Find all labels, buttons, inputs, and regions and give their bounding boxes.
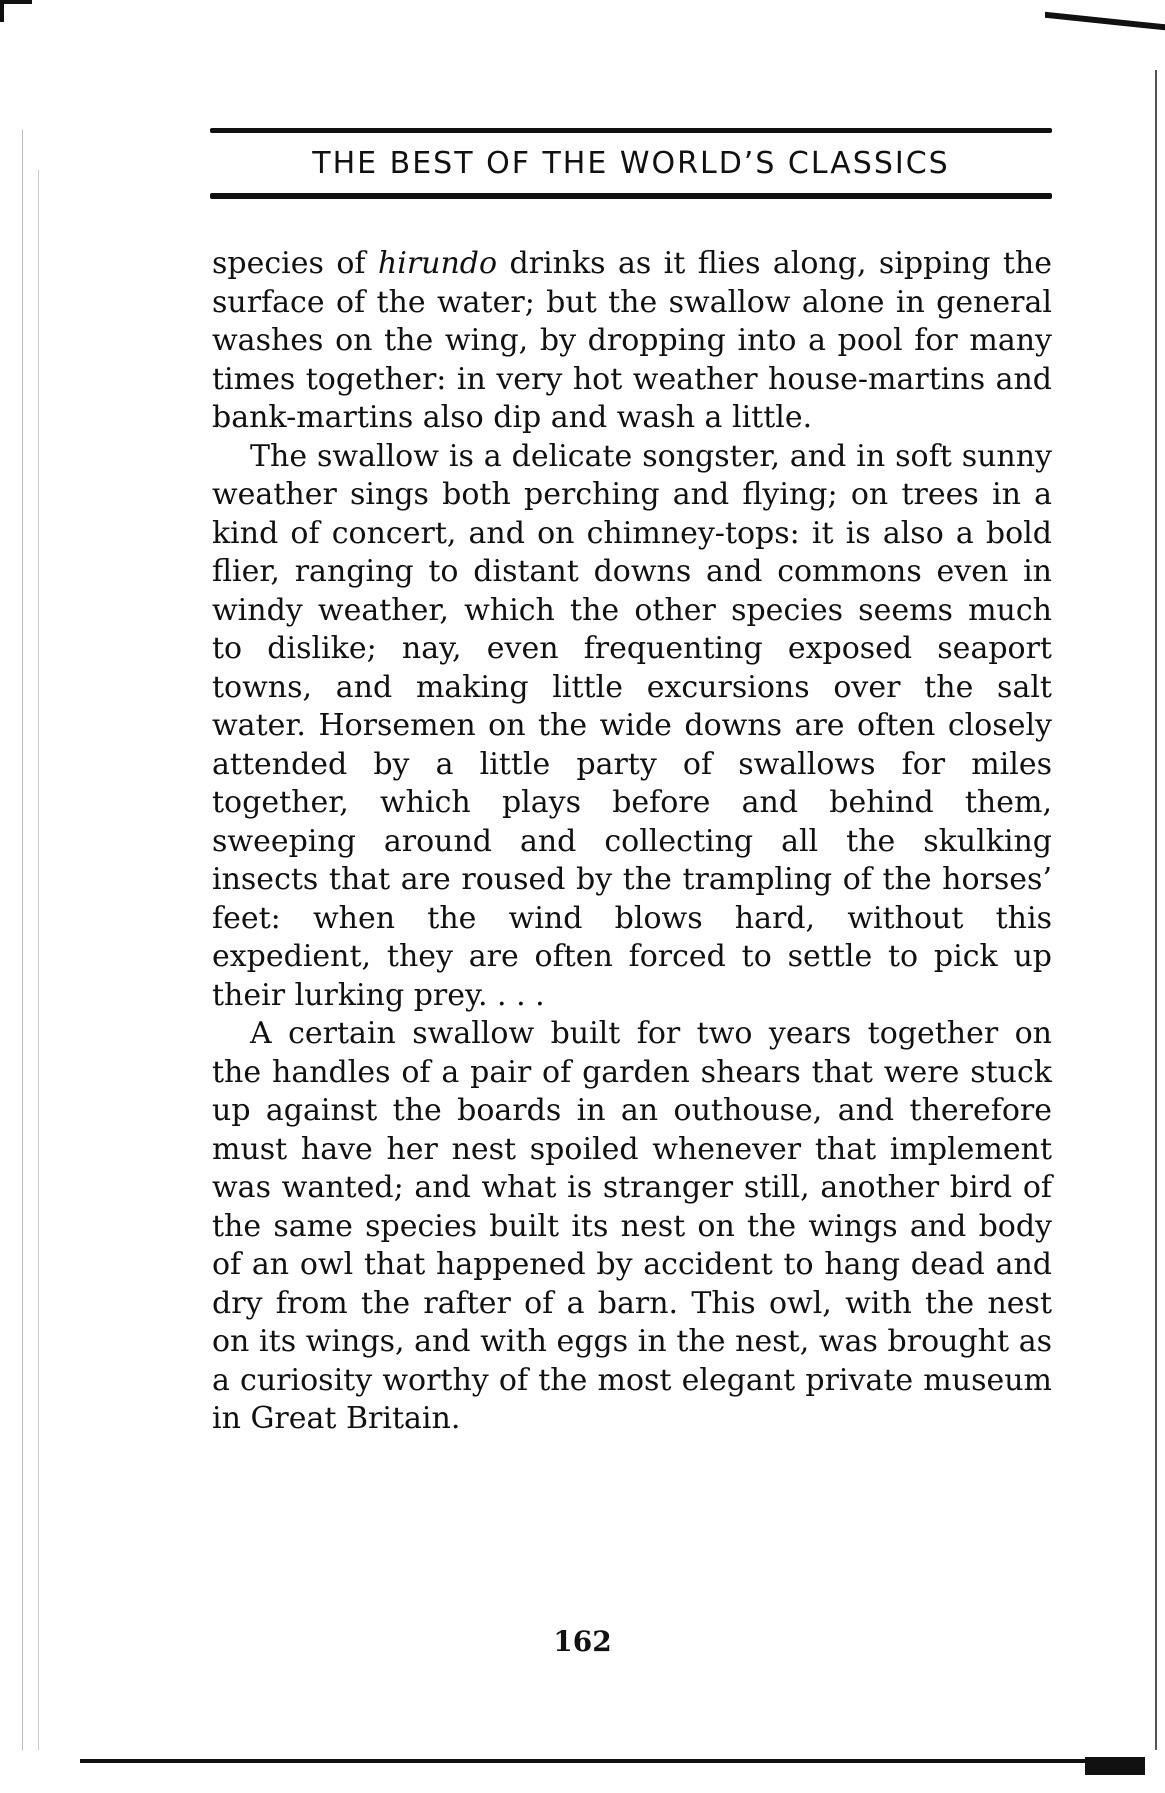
running-head-title: THE BEST OF THE WORLD’S CLASSICS (312, 146, 950, 181)
paragraph-1 (212, 245, 1052, 438)
paragraph-1-rest: drinks as it flies along, sipping the surface of the water; but the swallow alone in general washes on the wing, by dropping into a pool for many times together: in very hot weather house-martins and bank-martins also dip and wash a little. (212, 246, 1052, 435)
paragraph-2: The swallow is a delicate songster, and in soft sunny weather sings both perching and flying; on trees in a kind of concert, and on chimney-tops: it is also a bold flier, ranging to distant downs and commons even in windy weather, which the other species seems much to dislike; nay, even frequenting exposed seaport towns, and making little excursions over the salt water. Horsemen on the wide downs are often closely attended by a little party of swallows for miles together, which plays before and behind them, sweeping around and collecting all the skulking insects that are roused by the trampling of the horses’ feet: when the wind blows hard, without this expedient, they are often forced to settle to pick up their lurking prey. . . . (212, 438, 1052, 1013)
page-number: 162 (553, 1625, 612, 1658)
body-text (212, 245, 1052, 1439)
running-header (210, 128, 1052, 199)
paragraph-1-start: species of (212, 246, 378, 281)
scan-edge-top-left (0, 0, 32, 22)
scan-edge-left (22, 130, 23, 1750)
header-rule-top (210, 128, 1052, 133)
scan-edge-top-right (1045, 12, 1165, 91)
scan-edge-right (1155, 70, 1157, 1750)
scan-edge-bottom-corner (1085, 1757, 1145, 1775)
paragraph-1-italic-term: hirundo (377, 246, 498, 281)
scan-edge-bottom (80, 1759, 1145, 1763)
paragraph-3: A certain swallow built for two years together on the handles of a pair of garden shears that were stuck up against the boards in an outhouse, and therefore must have her nest spoiled whenever that implement was wanted; and what is stranger still, another bird of the same species built its nest on the wings and body of an owl that happened by accident to hang dead and dry from the rafter of a barn. This owl, with the nest on its wings, and with eggs in the nest, was brought as a curiosity worthy of the most elegant private museum in Great Britain. (212, 1016, 1052, 1436)
scan-edge-left-inner (38, 170, 39, 1750)
header-rule-bottom (210, 193, 1052, 199)
